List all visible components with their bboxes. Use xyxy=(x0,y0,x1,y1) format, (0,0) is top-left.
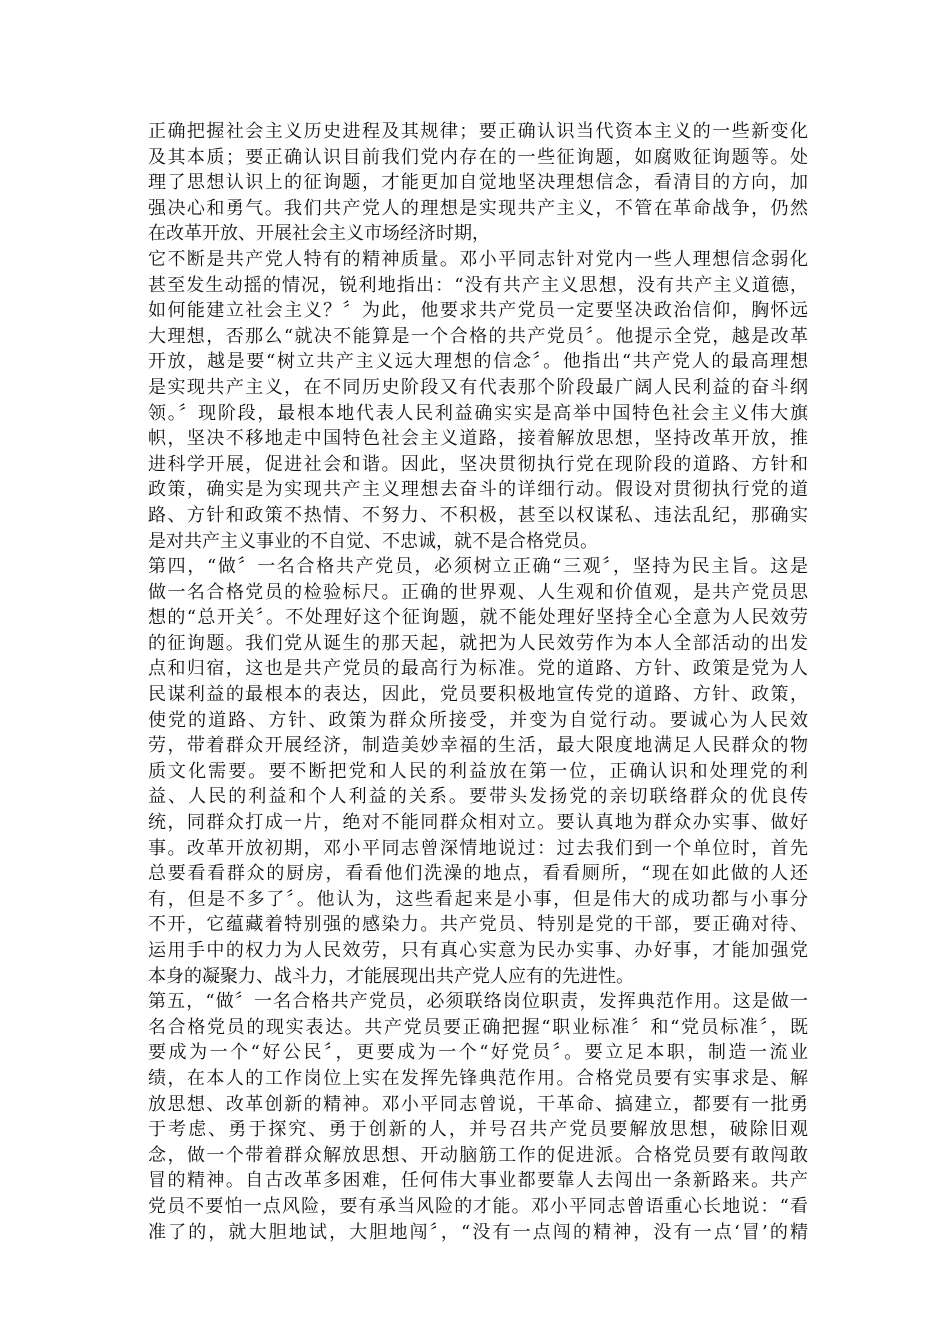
text-line: 本身的凝聚力、战斗力，才能展现出共产党人应有的先进性。 xyxy=(148,965,634,987)
text-line: 党员不要怕一点风险，要有承当风险的才能。邓小平同志曾语重心长地说：“看 xyxy=(148,1195,808,1217)
text-line: 做一名合格党员的检验标尺。正确的世界观、人生观和价值观，是共产党员思 xyxy=(148,581,808,603)
text-line: 理了思想认识上的征询题，才能更加自觉地坚决理想信念，看清目的方向，加 xyxy=(148,172,808,194)
text-line: 是实现共产主义，在不同历史阶段又有代表那个阶段最广阔人民利益的奋斗纲 xyxy=(148,376,808,398)
text-line: 运用手中的权力为人民效劳，只有真心实意为民办实事、办好事，才能加强党 xyxy=(148,940,808,961)
text-line: 总要看看群众的厨房，看看他们洗澡的地点，看看厕所，“现在如此做的人还 xyxy=(148,863,808,885)
text-line: 是对共产主义事业的不自觉、不忠诚，就不是合格党员。 xyxy=(148,530,598,552)
text-line: 在改革开放、开展社会主义市场经济时期， xyxy=(148,223,490,245)
text-line: 民谋利益的最根本的表达，因此，党员要积极地宣传党的道路、方针、政策， xyxy=(148,684,808,706)
text-line: 冒的精神。自古改革多困难，任何伟大事业都要靠人去闯出一条新路来。共产 xyxy=(148,1170,808,1192)
text-line: 甚至发生动摇的情况，锐利地指出：“没有共产主义思想，没有共产主义道德， xyxy=(148,274,808,296)
text-line: 使党的道路、方针、政策为群众所接受，并变为自觉行动。要诚心为人民效 xyxy=(148,709,808,731)
text-line: 准了的，就大胆地试，大胆地闯〞，“没有一点闯的精神，没有一点‘冒’的精 xyxy=(148,1221,808,1243)
text-line: 如何能建立社会主义？〞为此，他要求共产党员一定要坚决政治信仰，胸怀远 xyxy=(148,300,808,322)
text-line: 于考虑、勇于探究、勇于创新的人，并号召共产党员要解放思想，破除旧观 xyxy=(148,1119,808,1141)
text-line: 强决心和勇气。我们共产党人的理想是实现共产主义，不管在革命战争，仍然 xyxy=(148,197,808,219)
text-line: 质文化需要。要不断把党和人民的利益放在第一位，正确认识和处理党的利 xyxy=(148,760,808,782)
text-line: 点和归宿，这也是共产党员的最高行为标准。党的道路、方针、政策是党为人 xyxy=(148,658,808,680)
text-line: 放思想、改革创新的精神。邓小平同志曾说，干革命、搞建立，都要有一批勇 xyxy=(148,1093,808,1115)
text-line: 大理想，否那么“就决不能算是一个合格的共产党员〞。他提示全党，越是改革 xyxy=(148,325,808,347)
text-line: 第四，“做〞一名合格共产党员，必须树立正确“三观〞，坚持为民主旨。这是 xyxy=(148,556,808,578)
text-line: 要成为一个“好公民〞，更要成为一个“好党员〞。要立足本职，制造一流业 xyxy=(148,1042,808,1064)
text-line: 名合格党员的现实表达。共产党员要正确把握“职业标准〞和“党员标准〞，既 xyxy=(148,1016,808,1038)
text-line: 益、人民的利益和个人利益的关系。要带头发扬党的亲切联络群众的优良传 xyxy=(148,786,808,808)
text-line: 想的“总开关〞。不处理好这个征询题，就不能处理好坚持全心全意为人民效劳 xyxy=(148,607,808,629)
text-line: 开放，越是要“树立共产主义远大理想的信念〞。他指出“共产党人的最高理想 xyxy=(148,351,808,373)
text-line: 的征询题。我们党从诞生的那天起，就把为人民效劳作为本人全部活动的出发 xyxy=(148,632,808,654)
text-line: 绩，在本人的工作岗位上实在发挥先锋典范作用。合格党员要有实事求是、解 xyxy=(148,1067,808,1089)
text-line: 第五，“做〞一名合格共产党员，必须联络岗位职责，发挥典范作用。这是做一 xyxy=(148,991,808,1013)
text-line: 领。〞现阶段，最根本地代表人民利益确实实是高举中国特色社会主义伟大旗 xyxy=(148,402,808,424)
text-line: 进科学开展，促进社会和谐。因此，坚决贯彻执行党在现阶段的道路、方针和 xyxy=(148,453,808,475)
text-line: 及其本质；要正确认识目前我们党内存在的一些征询题，如腐败征询题等。处 xyxy=(148,146,808,168)
text-line: 有，但是不多了〞。他认为，这些看起来是小事，但是伟大的成功都与小事分 xyxy=(148,888,808,910)
text-line: 念，做一个带着群众解放思想、开动脑筋工作的促进派。合格党员要有敢闯敢 xyxy=(148,1144,808,1166)
text-line: 统，同群众打成一片，绝对不能同群众相对立。要认真地为群众办实事、做好 xyxy=(148,812,808,834)
text-line: 帜，坚决不移地走中国特色社会主义道路，接着解放思想，坚持改革开放，推 xyxy=(148,428,808,450)
text-line: 不开，它蕴藏着特别强的感染力。共产党员、特别是党的干部，要正确对待、 xyxy=(148,914,808,936)
text-line: 劳，带着群众开展经济，制造美妙幸福的生活，最大限度地满足人民群众的物 xyxy=(148,735,808,757)
text-line: 事。改革开放初期，邓小平同志曾深情地说过：过去我们到一个单位时，首先 xyxy=(148,837,808,859)
text-line: 政策，确实是为实现共产主义理想去奋斗的详细行动。假设对贯彻执行党的道 xyxy=(148,479,808,501)
text-line: 正确把握社会主义历史进程及其规律；要正确认识当代资本主义的一些新变化 xyxy=(148,121,808,142)
text-line: 它不断是共产党人特有的精神质量。邓小平同志针对党内一些人理想信念弱化 xyxy=(148,248,808,270)
text-line: 路、方针和政策不热情、不努力、不积极，甚至以权谋私、违法乱纪，那确实 xyxy=(148,504,808,526)
document-body xyxy=(148,119,808,1245)
